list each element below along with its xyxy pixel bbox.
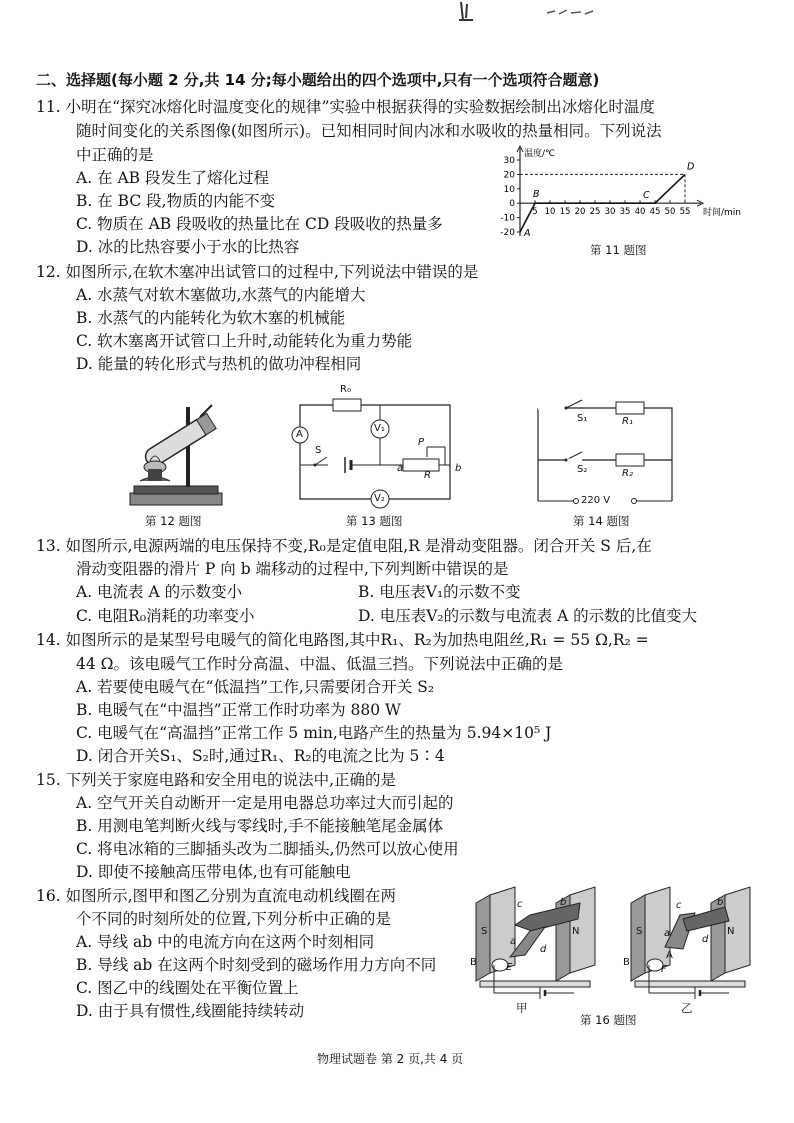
fig16-label-jia: 甲 [516, 1001, 528, 1015]
scan-mark-2 [545, 2, 595, 12]
fig13-label-r0: R₀ [340, 384, 351, 395]
fig16-label-n-yi: N [727, 926, 735, 937]
fig14-caption: 第 14 题图 [573, 514, 630, 528]
q16-option-a: A. 导线 ab 中的电流方向在这两个时刻相同 [76, 933, 375, 951]
fig13-label-v1: V₁ [374, 423, 385, 434]
x-tick-label: 40 [634, 207, 646, 218]
x-tick-label: 25 [589, 207, 601, 218]
q13-option-d: D. 电压表V₂的示数与电流表 A 的示数的比值变大 [358, 607, 698, 625]
q11-option-a: A. 在 AB 段发生了熔化过程 [76, 169, 269, 187]
fig16-label-a-yi: a [664, 928, 671, 939]
q12-option-b: B. 水蒸气的内能转化为软木塞的机械能 [76, 309, 346, 327]
fig16-label-yi: 乙 [681, 1001, 693, 1015]
fig13-label-b-end: b [455, 463, 462, 474]
fig12-caption: 第 12 题图 [145, 514, 202, 528]
fig14-label-r1: R₁ [622, 416, 633, 427]
x-tick-label: 5 [532, 207, 538, 218]
q11-option-b: B. 在 BC 段,物质的内能不变 [76, 192, 276, 210]
fig16-label-b-yi: b [717, 897, 724, 908]
fig16-label-d-jia: d [540, 944, 547, 955]
q11-option-c: C. 物质在 AB 段吸收的热量比在 CD 段吸收的热量多 [76, 215, 443, 233]
fig14-circuit-diagram [530, 398, 680, 510]
x-tick-label: 30 [604, 207, 616, 218]
y-axis-label: 温度/℃ [524, 149, 556, 159]
fig13-label-a: A [296, 429, 303, 440]
y-tick-label: 20 [503, 170, 515, 181]
fig13-label-s: S [315, 445, 322, 456]
q16-option-b: B. 导线 ab 在这两个时刻受到的磁场作用力方向不同 [76, 956, 437, 974]
fig16-label-n-jia: N [572, 926, 580, 937]
fig16-label-b-jia: b [560, 897, 567, 908]
scan-mark [455, 0, 477, 22]
point-label-a: A [524, 228, 531, 239]
x-tick-label: 10 [544, 207, 556, 218]
fig16-label-bb-yi: B [623, 957, 630, 968]
fig16-label-bb-jia: B [470, 957, 477, 968]
q13-option-a: A. 电流表 A 的示数变小 [76, 583, 243, 601]
fig13-label-p: P [418, 437, 425, 448]
q16-stem-2: 个不同的时刻所处的位置,下列分析中正确的是 [76, 910, 391, 928]
fig13-caption: 第 13 题图 [346, 514, 403, 528]
fig13-label-v2: V₂ [374, 493, 385, 504]
q16-option-c: C. 图乙中的线圈处在平衡位置上 [76, 979, 299, 997]
q15-stem: 15. 下列关于家庭电路和安全用电的说法中,正确的是 [36, 771, 397, 789]
x-axis-label: 时间/min [703, 208, 742, 219]
q14-option-a: A. 若要使电暖气在“低温挡”工作,只需要闭合开关 S₂ [76, 678, 435, 696]
fig13-label-r: R [424, 470, 431, 481]
x-tick-label: 45 [649, 207, 661, 218]
point-label-c: C [643, 190, 650, 202]
fig16-label-s-jia: S [481, 926, 488, 937]
q14-option-d: D. 闭合开关S₁、S₂时,通过R₁、R₂的电流之比为 5∶4 [76, 747, 445, 765]
q11-caption: 第 11 题图 [590, 243, 647, 257]
q11-stem-3: 中正确的是 [76, 146, 154, 164]
fig12-test-tube-apparatus [120, 395, 230, 510]
fig16-motor-yi [625, 885, 765, 1000]
y-tick-label: 30 [503, 156, 515, 166]
fig16-label-s-yi: S [636, 926, 643, 937]
page-footer: 物理试题卷 第 2 页,共 4 页 [317, 1052, 464, 1066]
fig16-motor-jia [470, 885, 610, 1000]
y-tick-label: 10 [503, 184, 515, 195]
x-tick-label: 35 [619, 207, 631, 218]
y-tick-label: -10 [500, 213, 515, 224]
y-tick-label: -20 [500, 228, 515, 238]
q14-stem-2: 44 Ω。该电暖气工作时分高温、中温、低温三挡。下列说法中正确的是 [76, 655, 564, 673]
x-tick-label: 20 [574, 207, 586, 218]
q13-stem-2: 滑动变阻器的滑片 P 向 b 端移动的过程中,下列判断中错误的是 [76, 560, 509, 578]
fig16-caption: 第 16 题图 [580, 1013, 637, 1027]
q14-stem-1: 14. 如图所示的是某型号电暖气的简化电路图,其中R₁、R₂为加热电阻丝,R₁ = 55 Ω,R₂ = [36, 631, 649, 649]
q14-option-b: B. 电暖气在“中温挡”正常工作时功率为 880 W [76, 701, 401, 719]
point-label-d: D [687, 161, 695, 173]
fig13-label-a-end: a [397, 463, 404, 474]
fig14-label-s2: S₂ [577, 464, 588, 475]
fig16-label-c-jia: c [517, 899, 523, 910]
q16-option-d: D. 由于具有惯性,线圈能持续转动 [76, 1002, 305, 1020]
q11-option-d: D. 冰的比热容要小于水的比热容 [76, 238, 300, 256]
q11-temperature-chart [480, 140, 750, 242]
fig16-label-aa-yi: A [666, 950, 673, 961]
fig16-label-e-jia: E [506, 962, 513, 973]
q13-option-b: B. 电压表V₁的示数不变 [358, 583, 521, 601]
q15-option-a: A. 空气开关自动断开一定是用电器总功率过大而引起的 [76, 794, 454, 812]
fig16-label-d-yi: d [702, 934, 709, 945]
fig16-label-c-yi: c [676, 900, 682, 911]
x-tick-label: 50 [664, 207, 676, 218]
q16-stem-1: 16. 如图所示,图甲和图乙分别为直流电动机线圈在两 [36, 887, 397, 905]
q15-option-d: D. 即使不接触高压带电体,也有可能触电 [76, 863, 351, 881]
q12-option-c: C. 软木塞离开试管口上升时,动能转化为重力势能 [76, 332, 413, 350]
x-tick-label: 55 [679, 207, 691, 218]
q12-option-d: D. 能量的转化形式与热机的做功冲程相同 [76, 355, 362, 373]
point-label-b: B [533, 189, 540, 201]
x-tick-label: 15 [559, 207, 571, 218]
fig16-label-a-jia: a [510, 936, 517, 947]
fig14-label-s1: S₁ [577, 413, 588, 424]
fig14-label-voltage: 220 V [581, 495, 611, 506]
q13-option-c: C. 电阻R₀消耗的功率变小 [76, 607, 255, 625]
q11-stem-2: 随时间变化的关系图像(如图所示)。已知相同时间内冰和水吸收的热量相同。下列说法 [76, 122, 662, 140]
q14-option-c: C. 电暖气在“高温挡”正常工作 5 min,电路产生的热量为 5.94×10⁵ J [76, 724, 552, 742]
q12-stem: 12. 如图所示,在软木塞冲出试管口的过程中,下列说法中错误的是 [36, 263, 479, 281]
q15-option-b: B. 用测电笔判断火线与零线时,手不能接触笔尾金属体 [76, 817, 444, 835]
q12-option-a: A. 水蒸气对软木塞做功,水蒸气的内能增大 [76, 286, 366, 304]
fig16-label-f-yi: F [661, 964, 667, 975]
q13-stem-1: 13. 如图所示,电源两端的电压保持不变,R₀是定值电阻,R 是滑动变阻器。闭合开关 S 后,在 [36, 537, 652, 555]
fig14-label-r2: R₂ [622, 468, 633, 479]
q11-stem-1: 11. 小明在“探究冰熔化时温度变化的规律”实验中根据获得的实验数据绘制出冰熔化时温度 [36, 98, 655, 116]
section-title: 二、选择题(每小题 2 分,共 14 分;每小题给出的四个选项中,只有一个选项符合题意) [36, 71, 600, 89]
y-tick-label: 0 [509, 199, 515, 210]
q15-option-c: C. 将电冰箱的三脚插头改为二脚插头,仍然可以放心使用 [76, 840, 459, 858]
